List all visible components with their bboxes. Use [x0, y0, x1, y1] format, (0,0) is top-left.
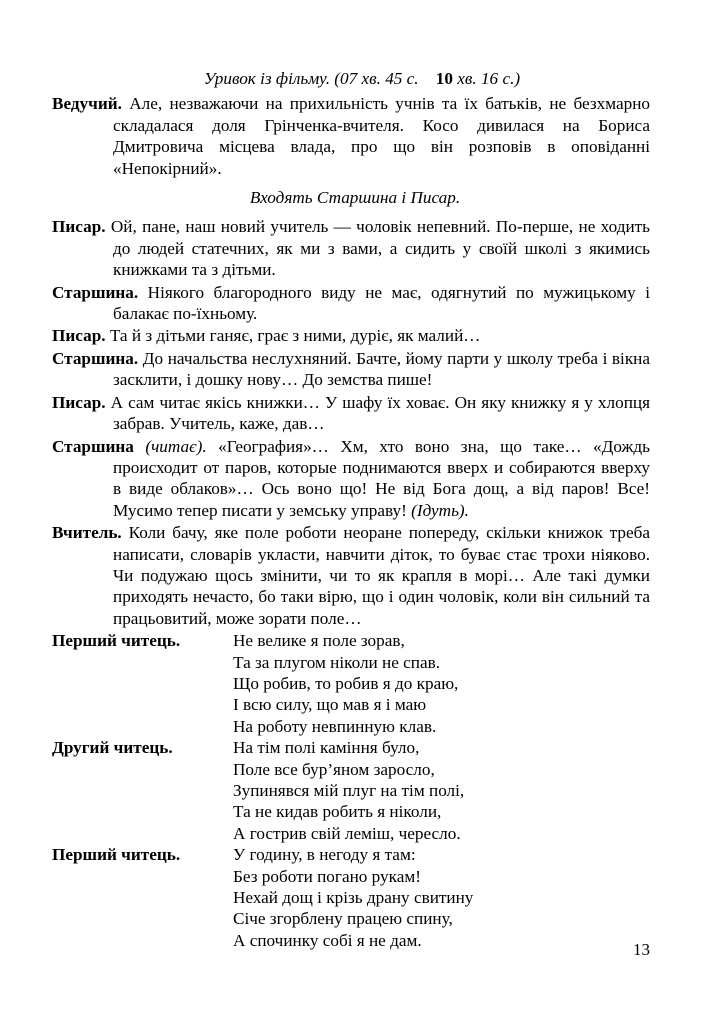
- dialogue-headman-1: [52, 282, 650, 325]
- verse-line: На роботу невпинную клав.: [233, 716, 437, 736]
- page-number: 13: [633, 940, 650, 959]
- verse-speaker: Другий читець.: [52, 738, 173, 758]
- dialogue-text: Та й з дітьми ганяє, грає з ними, дуріє, як малий…: [105, 326, 481, 346]
- film-excerpt-heading: [52, 68, 650, 89]
- verse-reader-3: [52, 844, 650, 951]
- speaker-name: Старшина.: [52, 282, 139, 302]
- speaker-name: Старшина.: [52, 348, 139, 368]
- dialogue-text: До начальства неслухняний. Бачте, йому парти у школу треба і вікна засклити, і дошку нову… До земства пише!: [113, 348, 650, 390]
- verse-line: І всю силу, що мав я і маю: [233, 695, 427, 715]
- verse-line: Та не кидав робить я ніколи,: [233, 802, 442, 822]
- dialogue-text: Коли бачу, яке поле роботи неоране попереду, скільки книжок треба написати, словарів укласти, навчити діток, то буває стає трохи ніяково. Чи подужаю щось змінити, чи то як крапля в морі… Але такі думки приходять нечасто, бо таки вірю, що і один чоловік, коли він сильний та працьовитий, може зорати поле…: [113, 523, 650, 628]
- verse-line: А гострив свій леміш, чересло.: [233, 823, 461, 843]
- verse-speaker: Перший читець.: [52, 631, 181, 651]
- stage-note-exit: (Ідуть).: [406, 500, 469, 520]
- verse-speaker: Перший читець.: [52, 845, 181, 865]
- verse-lines: [233, 630, 650, 737]
- stage-direction: Входять Старшина і Писар.: [249, 188, 461, 208]
- speaker-name: Ведучий.: [52, 94, 122, 114]
- dialogue-text: Але, незважаючи на прихильність учнів та їх батьків, не безхмарно складалася доля Грінченка-вчителя. Косо дивилася на Бориса Дмитровича місцева влада, про що він розповів в оповіданні «Непокірний».: [113, 94, 650, 178]
- dialogue-text: Ніякого благородного виду не має, одягнутий по мужицькому і балакає по-їхньому.: [113, 282, 650, 324]
- speaker-name: Писар.: [52, 392, 106, 412]
- speaker-name: Писар.: [52, 217, 106, 237]
- verse-line: У годину, в негоду я там:: [233, 845, 416, 865]
- document-page: [52, 68, 650, 951]
- verse-line: Що робив, то робив я до краю,: [233, 673, 459, 693]
- speaker-name: Писар.: [52, 326, 106, 346]
- verse-line: Нехай дощ і крізь драну свитину: [233, 888, 474, 908]
- dialogue-text: «География»… Хм, хто воно зна, що таке… «Дождь происходит от паров, которые поднимаются вверх и собираются вверху в виде облаков»… Ось воно що! Не від Бога дощ, а від паров! Все! Мусимо тепер писати у земську управу!: [113, 436, 650, 520]
- verse-reader-1: [52, 630, 650, 737]
- dialogue-clerk-1: [52, 216, 650, 280]
- verse-line: Зупинявся мій плуг на тім полі,: [233, 781, 465, 800]
- verse-line: Поле все бур’яном заросло,: [233, 759, 435, 779]
- verse-lines: [233, 844, 650, 951]
- verse-line: Січе згорблену працею спину,: [233, 909, 453, 929]
- dialogue-text: Ой, пане, наш новий учитель — чоловік непевний. По-перше, не ходить до людей статечних, як ми з вами, а сидить у своїй школі з якимись книжками та з дітьми.: [105, 217, 650, 280]
- dialogue-headman-3: [52, 436, 650, 522]
- dialogue-clerk-2: [52, 325, 650, 346]
- dialogue-clerk-3: [52, 392, 650, 435]
- heading-minutes: 10: [435, 69, 453, 88]
- verse-line: Не велике я поле зорав,: [233, 631, 405, 651]
- heading-end: хв. 16 с.): [457, 69, 521, 88]
- verse-line: На тім полі каміння було,: [233, 738, 420, 758]
- dialogue-text: А сам читає якісь книжки… У шафу їх ховає. Он яку книжку я у хлопця забрав. Учитель, каже, дав…: [105, 392, 650, 434]
- verse-line: Без роботи погано рукам!: [233, 866, 421, 886]
- verse-line: А спочинку собі я не дам.: [233, 930, 422, 950]
- verse-line: Та за плугом ніколи не спав.: [233, 652, 441, 672]
- verse-reader-2: [52, 737, 650, 844]
- speaker-name: Вчитель.: [52, 523, 122, 543]
- speaker-name: Старшина: [52, 436, 134, 456]
- verse-lines: [233, 737, 650, 844]
- dialogue-presenter: [52, 93, 650, 179]
- stage-note: (читає).: [133, 436, 207, 456]
- heading-start: Уривок із фільму. (07 хв. 45 с.: [203, 69, 419, 88]
- dialogue-headman-2: [52, 348, 650, 391]
- dialogue-teacher: [52, 522, 650, 629]
